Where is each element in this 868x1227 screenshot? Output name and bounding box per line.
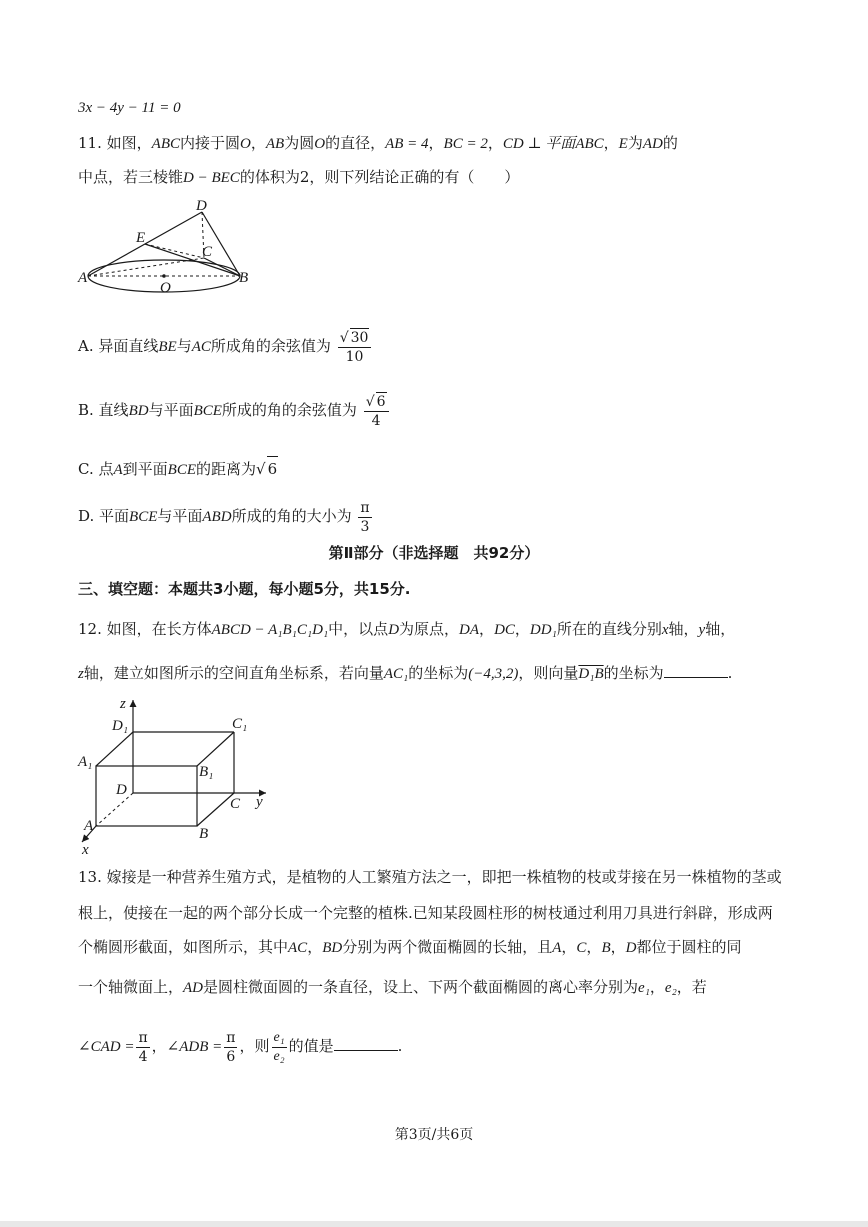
q11-stem-line2: 中点，若三棱锥D − BEC的体积为2，则下列结论正确的有（ ） (78, 168, 520, 186)
q12-label-D: D (116, 782, 127, 798)
q11-stem-line1: 11. 如图，ABC内接于圆O，AB为圆O的直径，AB = 4，BC = 2，CD ⊥ 平面ABC，E为AD的 (78, 134, 678, 152)
q12-label-A: A (84, 818, 94, 834)
q12-label-D1: D₁ (112, 718, 129, 734)
q11-label-E: E (136, 230, 146, 246)
page-footer: 第3页/共6页 (394, 1127, 474, 1143)
q12-label-C: C (230, 796, 241, 812)
q11-label-C: C (202, 244, 213, 260)
q12-label-z: z (120, 696, 126, 712)
section3-title: 三、填空题：本题共3小题，每小题5分，共15分. (78, 580, 411, 598)
q12-label-x: x (82, 842, 89, 856)
q13-answer-blank[interactable] (334, 1036, 398, 1051)
q13-line2: 根上，使接在一起的两个部分长成一个完整的植株.已知某段圆柱形的树枝通过利用刀具进行斜辟，形成两 (78, 904, 773, 922)
q11-label-O: O (160, 280, 171, 296)
q13-line4: 一个轴微面上，AD是圆柱微面圆的一条直径，设上、下两个截面椭圆的离心率分别为e₁，e₂，若 (78, 978, 707, 996)
q12-line2: z轴，建立如图所示的空间直角坐标系，若向量AC₁的坐标为(−4,3,2)，则向量D₁B的坐标为 . (78, 664, 733, 682)
q11-option-b: B. 直线BD与平面BCE所成的角的余弦值为 $\frac{√ 6}{4}$ (78, 392, 808, 430)
q13-line3: 个椭圆形截面，如图所示，其中AC，BD分别为两个微面椭圆的长轴，且A，C，B，D都位于圆柱的同 (78, 938, 742, 956)
bottom-edge (0, 1221, 868, 1227)
q11-option-d: D. 平面BCE与平面ABD所成的角的大小为 $\frac{\pi}{3}$ (78, 499, 370, 535)
q12-answer-blank[interactable] (664, 663, 728, 678)
q12-label-y: y (256, 794, 263, 810)
q12-label-B: B (199, 826, 209, 842)
q12-line1: 12. 如图，在长方体ABCD − A₁B₁C₁D₁中，以点D为原点，DA，DC，DD₁所在的直线分别x轴，y轴， (78, 620, 736, 638)
q11-label-B: B (239, 270, 249, 286)
q12-label-A1: A₁ (78, 754, 93, 770)
q12-label-C1: C₁ (232, 716, 248, 732)
q11-label-A: A (78, 270, 88, 286)
q11-figure (76, 198, 256, 298)
q12-label-B1: B₁ (199, 764, 214, 780)
q13-line5: ∠CAD = $\frac{\pi}{4}$ ，∠ADB = $\frac{\pi}{6}$ ，则 $\frac{\text{e₁}}{\text{e₂}}$ 的值是 . (78, 1029, 403, 1065)
q11-option-c: C. 点A到平面BCE的距离为√ 6 (78, 456, 808, 482)
q11-label-D: D (196, 198, 207, 214)
q10-answer-line: 3x − 4y − 11 = 0 (78, 100, 181, 116)
q12-figure (76, 696, 276, 856)
part2-title: 第Ⅱ部分（非选择题 共92分） (328, 544, 540, 562)
q13-line1: 13. 嫁接是一种营养生殖方式，是植物的人工繁殖方法之一，即把一株植物的枝或芽接在另一株植物的茎或 (78, 868, 782, 886)
q11-option-a: A. 异面直线BE与AC所成角的余弦值为 $\frac{√ 30}{10}$ (78, 328, 808, 366)
